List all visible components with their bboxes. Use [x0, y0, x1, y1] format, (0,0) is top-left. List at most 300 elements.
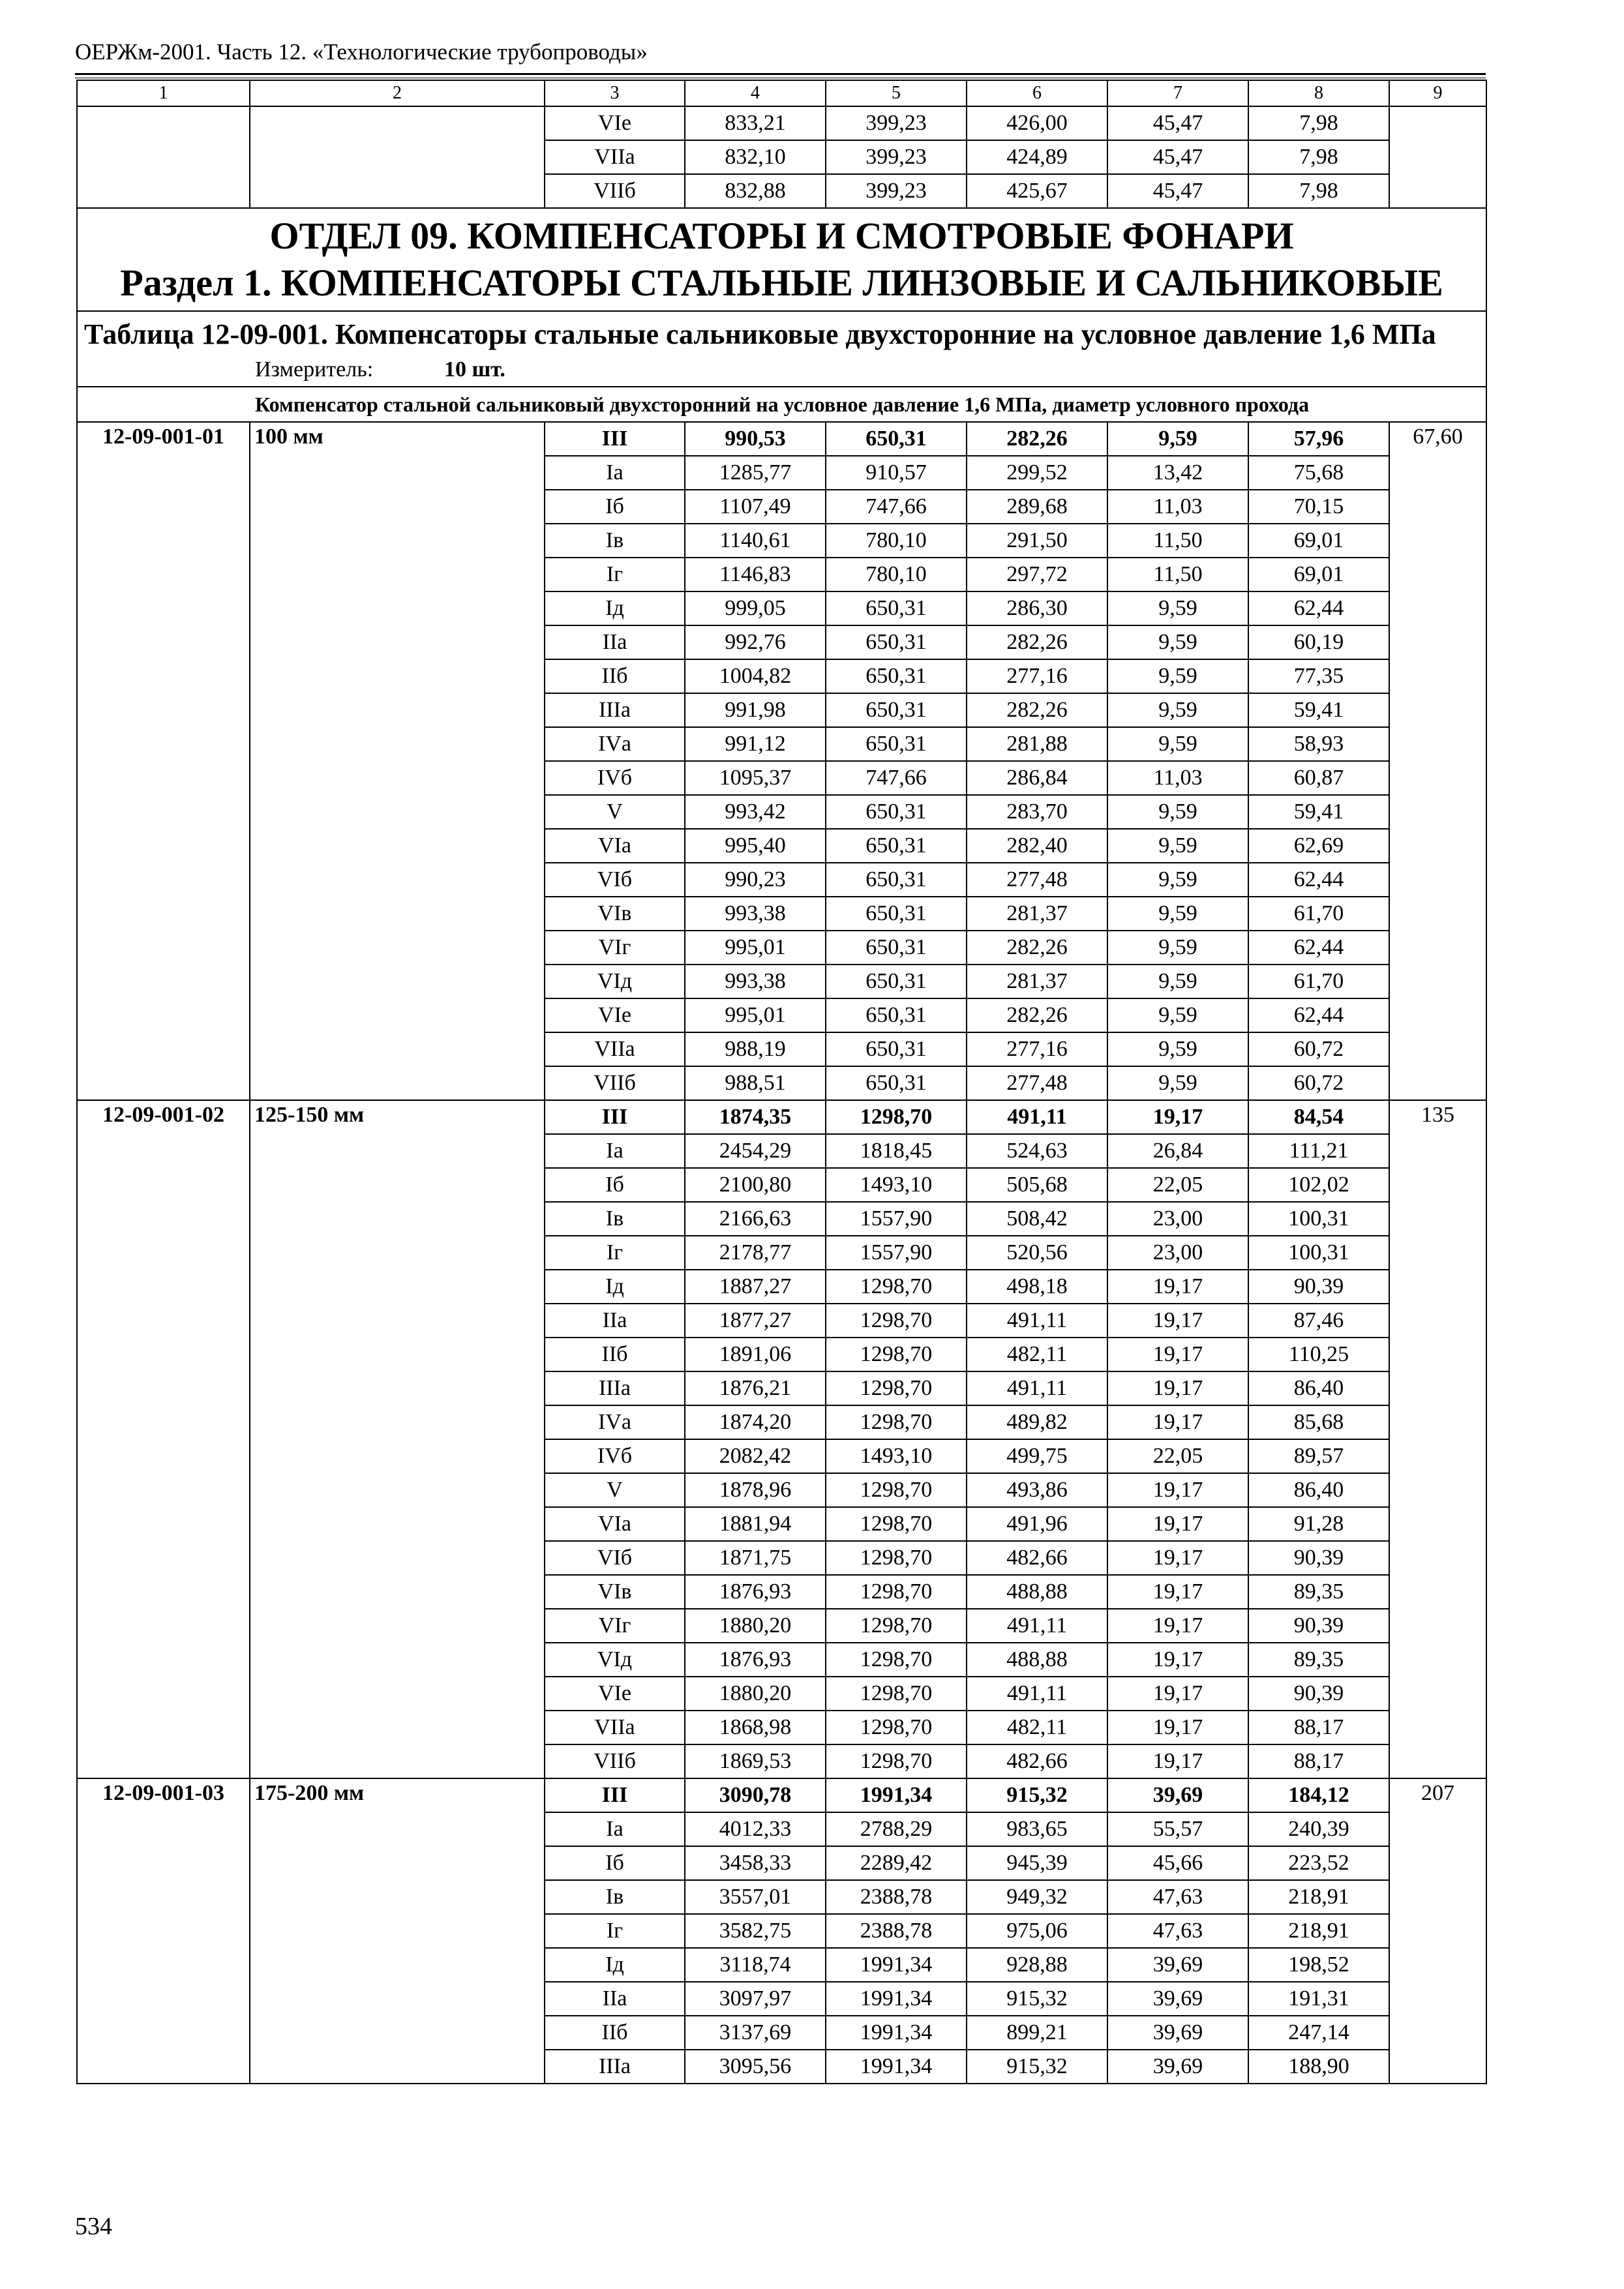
value-cell: 1557,90: [826, 1202, 967, 1236]
value-cell: VIа: [545, 1507, 685, 1541]
value-cell: Iа: [545, 456, 685, 490]
value-cell: VIIа: [545, 1032, 685, 1066]
column-number: 1: [77, 80, 250, 106]
running-header: ОЕРЖм-2001. Часть 12. «Технологические трубопроводы»: [75, 39, 648, 65]
value-cell: 1298,70: [826, 1338, 967, 1371]
value-cell: 3090,78: [685, 1778, 826, 1812]
value-cell: 19,17: [1107, 1304, 1248, 1338]
value-cell: 19,17: [1107, 1711, 1248, 1744]
value-cell: 505,68: [967, 1168, 1107, 1202]
value-cell: 59,41: [1248, 795, 1389, 829]
value-cell: 491,11: [967, 1100, 1107, 1134]
value-cell: 240,39: [1248, 1812, 1389, 1846]
value-cell: 988,19: [685, 1032, 826, 1066]
description-spacer: [77, 387, 250, 422]
value-cell: 282,26: [967, 998, 1107, 1032]
value-cell: 949,32: [967, 1880, 1107, 1914]
code-cell: 12-09-001-01: [77, 422, 250, 1100]
value-cell: 247,14: [1248, 2016, 1389, 2050]
section-heading: [77, 208, 1486, 311]
value-cell: 491,11: [967, 1304, 1107, 1338]
value-cell: 62,44: [1248, 998, 1389, 1032]
value-cell: 1298,70: [826, 1744, 967, 1778]
value-cell: VIе: [545, 1677, 685, 1711]
value-cell: III: [545, 1778, 685, 1812]
value-cell: 22,05: [1107, 1168, 1248, 1202]
value-cell: 100,31: [1248, 1236, 1389, 1270]
value-cell: 498,18: [967, 1270, 1107, 1304]
value-cell: 283,70: [967, 795, 1107, 829]
value-cell: 650,31: [826, 965, 967, 998]
value-cell: 1298,70: [826, 1507, 967, 1541]
value-cell: 491,11: [967, 1677, 1107, 1711]
value-cell: 1298,70: [826, 1609, 967, 1643]
value-cell: 2388,78: [826, 1914, 967, 1948]
value-cell: 1107,49: [685, 490, 826, 524]
value-cell: 286,30: [967, 591, 1107, 625]
value-cell: Iб: [545, 1168, 685, 1202]
value-cell: 747,66: [826, 490, 967, 524]
column-number: 2: [250, 80, 545, 106]
value-cell: 1298,70: [826, 1270, 967, 1304]
value-cell: IVа: [545, 1405, 685, 1439]
value-cell: 988,51: [685, 1066, 826, 1100]
value-cell: 57,96: [1248, 422, 1389, 456]
col9-cell: 135: [1389, 1100, 1486, 1778]
value-cell: Iа: [545, 1812, 685, 1846]
value-cell: 277,48: [967, 863, 1107, 897]
value-cell: Iб: [545, 1846, 685, 1880]
value-cell: 3582,75: [685, 1914, 826, 1948]
value-cell: 9,59: [1107, 727, 1248, 761]
value-cell: 488,88: [967, 1643, 1107, 1677]
value-cell: 55,57: [1107, 1812, 1248, 1846]
value-cell: 39,69: [1107, 1778, 1248, 1812]
value-cell: 2289,42: [826, 1846, 967, 1880]
value-cell: 19,17: [1107, 1677, 1248, 1711]
value-cell: 1878,96: [685, 1473, 826, 1507]
value-cell: 77,35: [1248, 659, 1389, 693]
value-cell: 3458,33: [685, 1846, 826, 1880]
value-cell: 1298,70: [826, 1100, 967, 1134]
value-cell: Iг: [545, 1914, 685, 1948]
value-cell: 90,39: [1248, 1541, 1389, 1575]
value-cell: 75,68: [1248, 456, 1389, 490]
value-cell: 9,59: [1107, 693, 1248, 727]
value-cell: 650,31: [826, 693, 967, 727]
value-cell: 282,26: [967, 422, 1107, 456]
value-cell: 191,31: [1248, 1982, 1389, 2016]
value-cell: 832,88: [685, 174, 826, 208]
value-cell: 297,72: [967, 558, 1107, 591]
value-cell: 1095,37: [685, 761, 826, 795]
column-number: 5: [826, 80, 967, 106]
col9-cell: [1389, 106, 1486, 208]
value-cell: 218,91: [1248, 1880, 1389, 1914]
value-cell: IIа: [545, 1982, 685, 2016]
value-cell: 424,89: [967, 140, 1107, 174]
value-cell: 650,31: [826, 625, 967, 659]
value-cell: IIб: [545, 659, 685, 693]
value-cell: 281,37: [967, 965, 1107, 998]
value-cell: 277,16: [967, 659, 1107, 693]
value-cell: 60,72: [1248, 1066, 1389, 1100]
value-cell: 747,66: [826, 761, 967, 795]
value-cell: 482,66: [967, 1744, 1107, 1778]
value-cell: 1298,70: [826, 1473, 967, 1507]
table-title: Таблица 12-09-001. Компенсаторы стальные сальниковые двухсторонние на условное давление 1,6 МПа: [77, 311, 1486, 353]
value-cell: 19,17: [1107, 1609, 1248, 1643]
value-cell: 282,26: [967, 693, 1107, 727]
value-cell: 650,31: [826, 795, 967, 829]
value-cell: 19,17: [1107, 1575, 1248, 1609]
description: Компенсатор стальной сальниковый двухсторонний на условное давление 1,6 МПа, диаметр условного прохода: [250, 387, 1486, 422]
value-cell: 60,19: [1248, 625, 1389, 659]
value-cell: 1887,27: [685, 1270, 826, 1304]
value-cell: 3118,74: [685, 1948, 826, 1982]
value-cell: 499,75: [967, 1439, 1107, 1473]
value-cell: 3557,01: [685, 1880, 826, 1914]
table-body: [77, 80, 1486, 2084]
value-cell: VIе: [545, 106, 685, 140]
value-cell: 650,31: [826, 1032, 967, 1066]
value-cell: 482,11: [967, 1711, 1107, 1744]
value-cell: 9,59: [1107, 897, 1248, 931]
value-cell: 218,91: [1248, 1914, 1389, 1948]
value-cell: 60,87: [1248, 761, 1389, 795]
value-cell: 1285,77: [685, 456, 826, 490]
value-cell: Iв: [545, 1202, 685, 1236]
value-cell: 1298,70: [826, 1575, 967, 1609]
value-cell: 19,17: [1107, 1507, 1248, 1541]
code-cell: 12-09-001-02: [77, 1100, 250, 1778]
value-cell: 286,84: [967, 761, 1107, 795]
value-cell: 990,53: [685, 422, 826, 456]
value-cell: 62,44: [1248, 931, 1389, 965]
value-cell: 90,39: [1248, 1677, 1389, 1711]
value-cell: 9,59: [1107, 998, 1248, 1032]
value-cell: VIг: [545, 1609, 685, 1643]
column-number: 4: [685, 80, 826, 106]
value-cell: 482,66: [967, 1541, 1107, 1575]
col9-cell: 207: [1389, 1778, 1486, 2084]
value-cell: 993,38: [685, 897, 826, 931]
header-rule-thick: [75, 73, 1486, 75]
value-cell: Iг: [545, 558, 685, 591]
value-cell: 650,31: [826, 897, 967, 931]
value-cell: 1298,70: [826, 1643, 967, 1677]
value-cell: VIб: [545, 1541, 685, 1575]
value-cell: VIIа: [545, 140, 685, 174]
value-cell: 832,10: [685, 140, 826, 174]
rates-table: [76, 80, 1487, 2084]
value-cell: 291,50: [967, 524, 1107, 558]
value-cell: 198,52: [1248, 1948, 1389, 1982]
table-row: [77, 1778, 1486, 1812]
value-cell: 7,98: [1248, 174, 1389, 208]
value-cell: 19,17: [1107, 1744, 1248, 1778]
value-cell: 47,63: [1107, 1880, 1248, 1914]
value-cell: 9,59: [1107, 625, 1248, 659]
value-cell: VIв: [545, 1575, 685, 1609]
value-cell: 184,12: [1248, 1778, 1389, 1812]
value-cell: III: [545, 1100, 685, 1134]
value-cell: 1881,94: [685, 1507, 826, 1541]
value-cell: 780,10: [826, 524, 967, 558]
value-cell: 3095,56: [685, 2050, 826, 2084]
value-cell: 88,17: [1248, 1744, 1389, 1778]
value-cell: 9,59: [1107, 863, 1248, 897]
value-cell: IIIа: [545, 693, 685, 727]
value-cell: 1871,75: [685, 1541, 826, 1575]
value-cell: 23,00: [1107, 1202, 1248, 1236]
value-cell: Iб: [545, 490, 685, 524]
value-cell: 915,32: [967, 1778, 1107, 1812]
value-cell: 62,69: [1248, 829, 1389, 863]
value-cell: 489,82: [967, 1405, 1107, 1439]
value-cell: 69,01: [1248, 558, 1389, 591]
value-cell: 9,59: [1107, 965, 1248, 998]
value-cell: 999,05: [685, 591, 826, 625]
column-number: 9: [1389, 80, 1486, 106]
value-cell: 89,57: [1248, 1439, 1389, 1473]
value-cell: 19,17: [1107, 1473, 1248, 1507]
value-cell: VIIб: [545, 174, 685, 208]
value-cell: 983,65: [967, 1812, 1107, 1846]
description-row: [77, 387, 1486, 422]
value-cell: VIв: [545, 897, 685, 931]
value-cell: 1876,21: [685, 1371, 826, 1405]
value-cell: 47,63: [1107, 1914, 1248, 1948]
value-cell: 650,31: [826, 727, 967, 761]
value-cell: 995,01: [685, 998, 826, 1032]
value-cell: 833,21: [685, 106, 826, 140]
value-cell: 62,44: [1248, 863, 1389, 897]
value-cell: 62,44: [1248, 591, 1389, 625]
value-cell: IIа: [545, 1304, 685, 1338]
value-cell: 1298,70: [826, 1371, 967, 1405]
value-cell: IIIа: [545, 1371, 685, 1405]
value-cell: 59,41: [1248, 693, 1389, 727]
value-cell: VIб: [545, 863, 685, 897]
value-cell: VIIб: [545, 1066, 685, 1100]
value-cell: 1298,70: [826, 1711, 967, 1744]
value-cell: 4012,33: [685, 1812, 826, 1846]
value-cell: 508,42: [967, 1202, 1107, 1236]
value-cell: 11,03: [1107, 761, 1248, 795]
value-cell: 990,23: [685, 863, 826, 897]
value-cell: 915,32: [967, 2050, 1107, 2084]
value-cell: 488,88: [967, 1575, 1107, 1609]
value-cell: 1298,70: [826, 1304, 967, 1338]
value-cell: VIIб: [545, 1744, 685, 1778]
value-cell: 111,21: [1248, 1134, 1389, 1168]
value-cell: 1991,34: [826, 2016, 967, 2050]
value-cell: 1891,06: [685, 1338, 826, 1371]
value-cell: Iд: [545, 591, 685, 625]
value-cell: 19,17: [1107, 1270, 1248, 1304]
value-cell: 11,50: [1107, 558, 1248, 591]
value-cell: 45,47: [1107, 106, 1248, 140]
value-cell: 299,52: [967, 456, 1107, 490]
value-cell: 1493,10: [826, 1168, 967, 1202]
value-cell: 2166,63: [685, 1202, 826, 1236]
value-cell: 89,35: [1248, 1643, 1389, 1677]
value-cell: 282,26: [967, 625, 1107, 659]
value-cell: 2454,29: [685, 1134, 826, 1168]
measure-value: 10 шт.: [444, 357, 505, 382]
value-cell: 9,59: [1107, 659, 1248, 693]
value-cell: 2788,29: [826, 1812, 967, 1846]
value-cell: 993,42: [685, 795, 826, 829]
value-cell: 19,17: [1107, 1100, 1248, 1134]
value-cell: 491,96: [967, 1507, 1107, 1541]
value-cell: 491,11: [967, 1609, 1107, 1643]
value-cell: 945,39: [967, 1846, 1107, 1880]
value-cell: 1991,34: [826, 1948, 967, 1982]
value-cell: 1557,90: [826, 1236, 967, 1270]
value-cell: IVа: [545, 727, 685, 761]
value-cell: 1880,20: [685, 1677, 826, 1711]
value-cell: 88,17: [1248, 1711, 1389, 1744]
value-cell: III: [545, 422, 685, 456]
value-cell: Iв: [545, 524, 685, 558]
value-cell: 650,31: [826, 829, 967, 863]
value-cell: 102,02: [1248, 1168, 1389, 1202]
value-cell: Iд: [545, 1270, 685, 1304]
value-cell: 23,00: [1107, 1236, 1248, 1270]
value-cell: 780,10: [826, 558, 967, 591]
value-cell: VIе: [545, 998, 685, 1032]
value-cell: IIа: [545, 625, 685, 659]
value-cell: Iг: [545, 1236, 685, 1270]
value-cell: 9,59: [1107, 1032, 1248, 1066]
value-cell: 90,39: [1248, 1270, 1389, 1304]
value-cell: 520,56: [967, 1236, 1107, 1270]
value-cell: 89,35: [1248, 1575, 1389, 1609]
value-cell: IIб: [545, 1338, 685, 1371]
value-cell: 22,05: [1107, 1439, 1248, 1473]
value-cell: 2178,77: [685, 1236, 826, 1270]
value-cell: V: [545, 1473, 685, 1507]
value-cell: 19,17: [1107, 1541, 1248, 1575]
value-cell: 19,17: [1107, 1405, 1248, 1439]
measure: [250, 353, 1486, 387]
value-cell: 650,31: [826, 998, 967, 1032]
value-cell: 2388,78: [826, 1880, 967, 1914]
value-cell: 650,31: [826, 931, 967, 965]
value-cell: 1298,70: [826, 1405, 967, 1439]
section-title: Раздел 1. КОМПЕНСАТОРЫ СТАЛЬНЫЕ ЛИНЗОВЫЕ И САЛЬНИКОВЫЕ: [120, 262, 1443, 304]
value-cell: 39,69: [1107, 2016, 1248, 2050]
table-title-row: [77, 311, 1486, 353]
value-cell: 39,69: [1107, 2050, 1248, 2084]
value-cell: 1991,34: [826, 2050, 967, 2084]
value-cell: 13,42: [1107, 456, 1248, 490]
value-cell: VIг: [545, 931, 685, 965]
value-cell: 915,32: [967, 1982, 1107, 2016]
value-cell: Iа: [545, 1134, 685, 1168]
value-cell: 69,01: [1248, 524, 1389, 558]
section-heading-row: [77, 208, 1486, 311]
value-cell: 45,66: [1107, 1846, 1248, 1880]
department-title: ОТДЕЛ 09. КОМПЕНСАТОРЫ И СМОТРОВЫЕ ФОНАРИ: [269, 215, 1294, 257]
value-cell: 1991,34: [826, 1982, 967, 2016]
value-cell: 3097,97: [685, 1982, 826, 2016]
value-cell: 281,37: [967, 897, 1107, 931]
table-row: [77, 106, 1486, 140]
value-cell: 61,70: [1248, 965, 1389, 998]
value-cell: 39,69: [1107, 1982, 1248, 2016]
value-cell: 1004,82: [685, 659, 826, 693]
value-cell: 3137,69: [685, 2016, 826, 2050]
value-cell: 1874,35: [685, 1100, 826, 1134]
value-cell: 2100,80: [685, 1168, 826, 1202]
value-cell: 11,03: [1107, 490, 1248, 524]
value-cell: VIд: [545, 1643, 685, 1677]
value-cell: 45,47: [1107, 174, 1248, 208]
name-cell: [250, 106, 545, 208]
value-cell: 9,59: [1107, 931, 1248, 965]
table-row: [77, 422, 1486, 456]
value-cell: 9,59: [1107, 422, 1248, 456]
value-cell: 1140,61: [685, 524, 826, 558]
value-cell: 928,88: [967, 1948, 1107, 1982]
value-cell: 84,54: [1248, 1100, 1389, 1134]
value-cell: 26,84: [1107, 1134, 1248, 1168]
page-number: 534: [75, 2213, 112, 2240]
value-cell: IIIа: [545, 2050, 685, 2084]
value-cell: 58,93: [1248, 727, 1389, 761]
value-cell: 277,48: [967, 1066, 1107, 1100]
value-cell: 399,23: [826, 140, 967, 174]
value-cell: 289,68: [967, 490, 1107, 524]
value-cell: 493,86: [967, 1473, 1107, 1507]
value-cell: 650,31: [826, 863, 967, 897]
value-cell: 61,70: [1248, 897, 1389, 931]
column-number: 3: [545, 80, 685, 106]
value-cell: 1991,34: [826, 1778, 967, 1812]
value-cell: VIд: [545, 965, 685, 998]
value-cell: VIIа: [545, 1711, 685, 1744]
value-cell: 1868,98: [685, 1711, 826, 1744]
value-cell: 19,17: [1107, 1643, 1248, 1677]
value-cell: 282,26: [967, 931, 1107, 965]
name-cell: 175-200 мм: [250, 1778, 545, 2084]
column-number: 6: [967, 80, 1107, 106]
value-cell: 39,69: [1107, 1948, 1248, 1982]
value-cell: V: [545, 795, 685, 829]
value-cell: 1874,20: [685, 1405, 826, 1439]
value-cell: 399,23: [826, 106, 967, 140]
value-cell: 1146,83: [685, 558, 826, 591]
value-cell: 1876,93: [685, 1575, 826, 1609]
value-cell: 60,72: [1248, 1032, 1389, 1066]
value-cell: 1869,53: [685, 1744, 826, 1778]
value-cell: 991,12: [685, 727, 826, 761]
value-cell: 910,57: [826, 456, 967, 490]
value-cell: 995,40: [685, 829, 826, 863]
value-cell: 70,15: [1248, 490, 1389, 524]
value-cell: 1493,10: [826, 1439, 967, 1473]
value-cell: 1298,70: [826, 1541, 967, 1575]
value-cell: 86,40: [1248, 1371, 1389, 1405]
value-cell: 9,59: [1107, 829, 1248, 863]
measure-label: Измеритель:: [255, 357, 374, 382]
column-number-row: [77, 80, 1486, 106]
value-cell: 1298,70: [826, 1677, 967, 1711]
value-cell: IIб: [545, 2016, 685, 2050]
